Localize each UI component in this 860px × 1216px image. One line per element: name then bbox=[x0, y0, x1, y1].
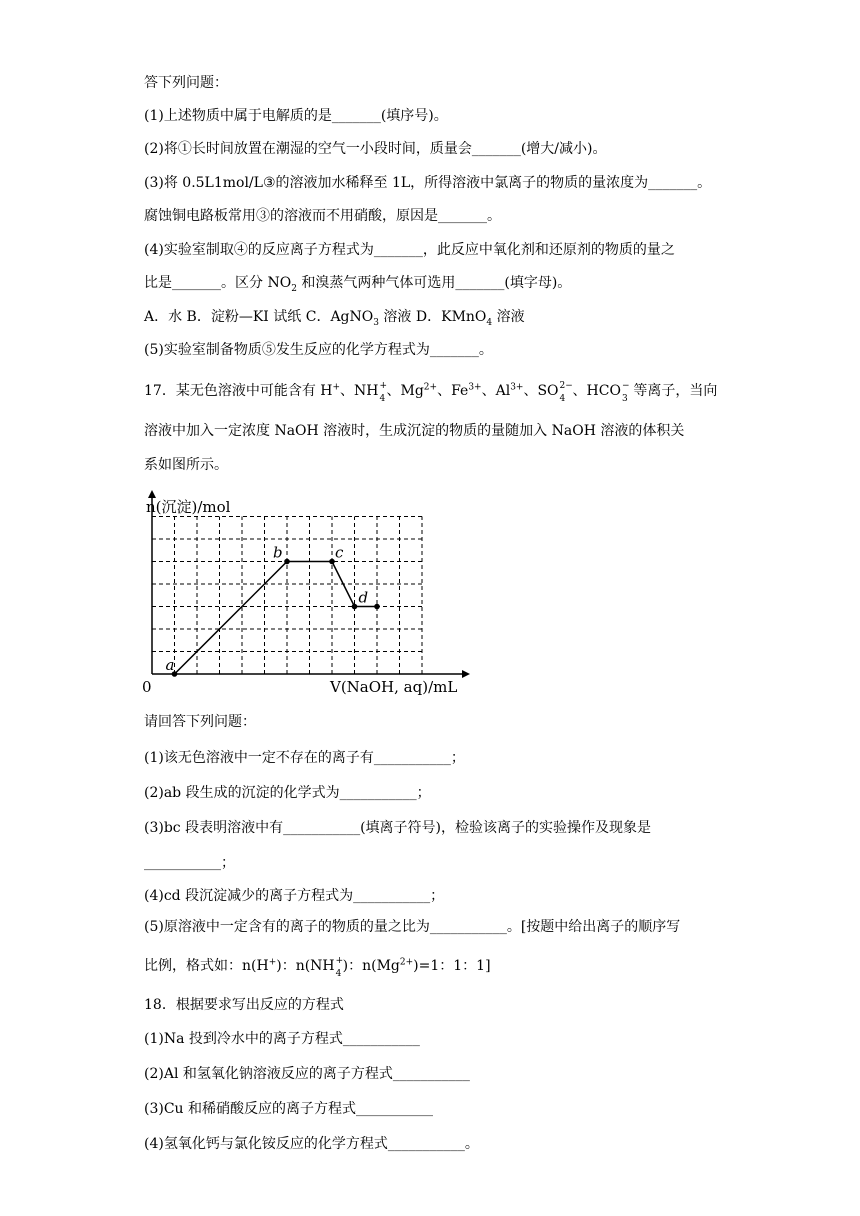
data-point bbox=[352, 604, 358, 610]
x-axis-arrow bbox=[462, 670, 470, 678]
question-17-prompt: 请回答下列问题： bbox=[144, 714, 256, 730]
data-point bbox=[329, 559, 335, 565]
x-axis-label: V(NaOH, aq)/mL bbox=[330, 678, 458, 696]
question-17-stem-3: 系如图所示。 bbox=[144, 457, 228, 473]
data-point bbox=[284, 559, 290, 565]
series-line bbox=[175, 562, 378, 675]
precipitate-chart bbox=[140, 488, 480, 702]
question-17-3: (3)bc 段表明溶液中有___________(填离子符号)，检验该离子的实验操作及现象是 bbox=[144, 820, 652, 836]
point-label: a bbox=[165, 656, 175, 674]
point-label: b bbox=[273, 543, 283, 562]
question-18-4: (4)氢氧化钙与氯化铵反应的化学方程式___________。 bbox=[144, 1136, 479, 1152]
question-17-4: (4)cd 段沉淀减少的离子方程式为___________； bbox=[144, 888, 445, 904]
question-17-2: (2)ab 段生成的沉淀的化学式为___________； bbox=[144, 785, 431, 801]
question-18-stem: 18．根据要求写出反应的方程式 bbox=[144, 997, 344, 1013]
question-16-3-cont: 腐蚀铜电路板常用③的溶液而不用硝酸，原因是_______。 bbox=[144, 208, 501, 224]
point-label: d bbox=[358, 588, 369, 607]
y-axis-arrow bbox=[148, 490, 156, 498]
options-line: A．水 B．淀粉—KI 试纸 C．AgNO$_3$ 溶液 D．KMnO$_4$ 溶液 bbox=[144, 309, 525, 328]
chart-svg bbox=[140, 488, 480, 698]
question-16-4-cont: 比是_______。区分 $NO_2$ 和溴蒸气两种气体可选用_______(填字母)。 bbox=[144, 275, 572, 294]
y-axis-label: n(沉淀)/mol bbox=[146, 498, 231, 516]
question-17-5: (5)原溶液中一定含有的离子的物质的量之比为___________。[按题中给出离子的顺序写 bbox=[144, 919, 681, 935]
question-17-1: (1)该无色溶液中一定不存在的离子有___________； bbox=[144, 750, 465, 766]
question-17-3-blank: ___________； bbox=[144, 855, 235, 871]
question-18-1: (1)Na 投到冷水中的离子方程式___________ bbox=[144, 1031, 420, 1047]
question-16-1: (1)上述物质中属于电解质的是_______(填序号)。 bbox=[144, 108, 448, 124]
question-16-2: (2)将①长时间放置在潮湿的空气一小段时间，质量会_______(增大/减小)。 bbox=[144, 141, 607, 157]
question-16-4: (4)实验室制取④的反应离子方程式为_______，此反应中氧化剂和还原剂的物质的量之 bbox=[144, 242, 675, 258]
question-17-stem-2: 溶液中加入一定浓度 NaOH 溶液时，生成沉淀的物质的量随加入 NaOH 溶液的体积关 bbox=[144, 423, 685, 439]
question-18-3: (3)Cu 和稀硝酸反应的离子方程式___________ bbox=[144, 1101, 434, 1117]
question-16-5: (5)实验室制备物质⑤发生反应的化学方程式为_______。 bbox=[144, 342, 493, 358]
question-17-stem: 17．某无色溶液中可能含有 H+、NH + 4 、$Mg^{2+}$、$Fe^{3+}$、$Al^{3+}$、SO 2− 4 、HCO − 3 等离子，当向 bbox=[144, 381, 718, 404]
question-16-3: (3)将 0.5L1mol/L③的溶液加水稀释至 1L，所得溶液中氯离子的物质的量浓度为_______。 bbox=[144, 175, 712, 191]
text-line: 答下列问题： bbox=[144, 75, 228, 91]
question-17-5-format: 比例，格式如：n(H+)：n(NH + 4 )：$n(Mg^{2+})=1$：1：1] bbox=[144, 956, 491, 979]
question-18-2: (2)Al 和氢氧化钠溶液反应的离子方程式___________ bbox=[144, 1066, 470, 1082]
data-point bbox=[374, 604, 380, 610]
point-label: c bbox=[335, 543, 344, 562]
origin-label: 0 bbox=[142, 678, 152, 696]
